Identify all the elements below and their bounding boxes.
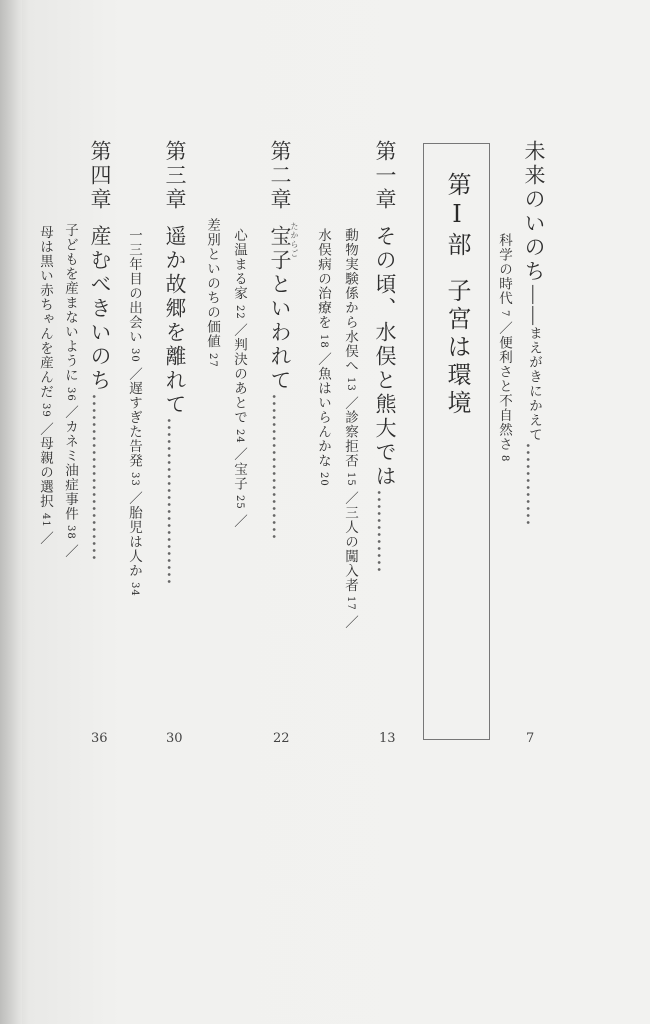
entry-page: 30 — [129, 348, 140, 363]
intro-item-1: 科学の時代 — [496, 233, 512, 306]
chapter-2-line-2 — [202, 218, 222, 371]
entry-page: 24 — [234, 428, 245, 444]
entry-page: 34 — [129, 581, 140, 597]
toc-entry: 心温まる家 — [231, 228, 247, 301]
toc-entry: 判決のあとで — [231, 337, 247, 425]
toc-entry: 動物実験係から水俣へ — [342, 228, 358, 373]
entry-page: 15 — [345, 472, 356, 487]
chapter-3-title: 遥か故郷を離れて — [163, 225, 187, 417]
toc-entry: 宝子 — [231, 461, 247, 491]
chapter-1-line-2: 水俣病の治療を18／魚はいらんかな20 — [315, 228, 331, 487]
toc-entry: カネミ油症事件 — [62, 419, 78, 522]
toc-entry: 差別といのちの価値 — [204, 218, 220, 349]
chapter-3-title-wrap: 遥か故郷を離れて…………………… — [163, 225, 187, 585]
entry-page: 39 — [40, 403, 51, 418]
chapter-4-title: 産むべきいのち — [88, 225, 112, 393]
toc-entry: 子どもを産まないように — [62, 223, 78, 383]
toc-entry: 胎児は人か — [126, 505, 142, 578]
entry-page: 38 — [65, 525, 76, 540]
chapter-2-title: 宝子といわれて — [268, 225, 292, 393]
intro-item-2: 便利さと不自然さ — [496, 335, 512, 452]
toc-entry: 一三年目の出会い — [126, 228, 142, 344]
toc-entry: 母は黒い赤ちゃんを産んだ — [37, 225, 53, 399]
chapter-4-num: 第四章 — [88, 140, 112, 212]
chapter-1-num: 第一章 — [373, 140, 397, 212]
entry-page: 41 — [40, 512, 51, 528]
intro-heading: 未来のいのち——まえがきにかえて………… — [522, 140, 546, 526]
part-title: 子宮は環境 — [443, 278, 471, 418]
chapter-4-line-2: 母は黒い赤ちゃんを産んだ39／母親の選択41／ — [37, 225, 53, 546]
chapter-3-num: 第三章 — [163, 140, 187, 212]
part-label: 第Ⅰ部 — [443, 172, 471, 260]
entry-page: 33 — [129, 472, 140, 487]
chapter-1-title: その頃、水俣と熊大では — [373, 225, 397, 489]
chapter-3-page: 30 — [166, 731, 183, 746]
chapter-2-page: 22 — [273, 731, 290, 746]
binding-shadow — [0, 0, 22, 1024]
entry-page: 13 — [345, 377, 356, 392]
chapter-3-line-1: 一三年目の出会い30／遅すぎた告発33／胎児は人か34 — [126, 228, 142, 597]
toc-entry: 遅すぎた告発 — [126, 381, 142, 469]
chapter-2-title-wrap: 宝子といわれて………………… — [268, 225, 292, 540]
entry-page: 22 — [234, 304, 245, 320]
intro-items: 科学の時代7／便利さと不自然さ8 — [496, 233, 512, 463]
part-heading — [440, 172, 475, 418]
chapter-1-page: 13 — [379, 731, 396, 746]
intro-subtitle: まえがきにかえて — [526, 326, 542, 442]
chapter-1-title-wrap: その頃、水俣と熊大では………… — [373, 225, 397, 573]
chapter-1-line-1: 動物実験係から水俣へ13／診察拒否15／三人の闖入者17／ — [342, 228, 358, 630]
chapter-4-line-1: 子どもを産まないように36／カネミ油症事件38／ — [62, 223, 78, 559]
intro-item-1-page: 7 — [499, 309, 510, 317]
entry-page: 27 — [207, 352, 218, 368]
toc-entry: 水俣病の治療を — [315, 228, 331, 330]
chapter-2-ruby: たからご — [290, 222, 299, 258]
intro-title: 未来のいのち — [522, 140, 546, 284]
chapter-2-num: 第二章 — [268, 140, 292, 212]
chapter-2-line-1: 心温まる家22／判決のあとで24／宝子25／ — [231, 228, 247, 529]
chapter-4-title-wrap: 産むべきいのち…………………… — [88, 225, 112, 561]
entry-page: 25 — [234, 494, 245, 510]
intro-page: 7 — [526, 731, 535, 746]
toc-entry: 母親の選択 — [37, 436, 53, 509]
chapter-4-page: 36 — [91, 731, 108, 746]
intro-item-2-page: 8 — [499, 455, 510, 463]
entry-page: 36 — [65, 386, 76, 402]
toc-entry: 三人の闖入者 — [342, 505, 358, 593]
entry-page: 20 — [318, 472, 329, 487]
entry-page: 17 — [345, 596, 356, 612]
entry-page: 18 — [318, 333, 329, 349]
toc-entry: 診察拒否 — [342, 410, 358, 469]
toc-entry: 魚はいらんかな — [315, 366, 331, 469]
